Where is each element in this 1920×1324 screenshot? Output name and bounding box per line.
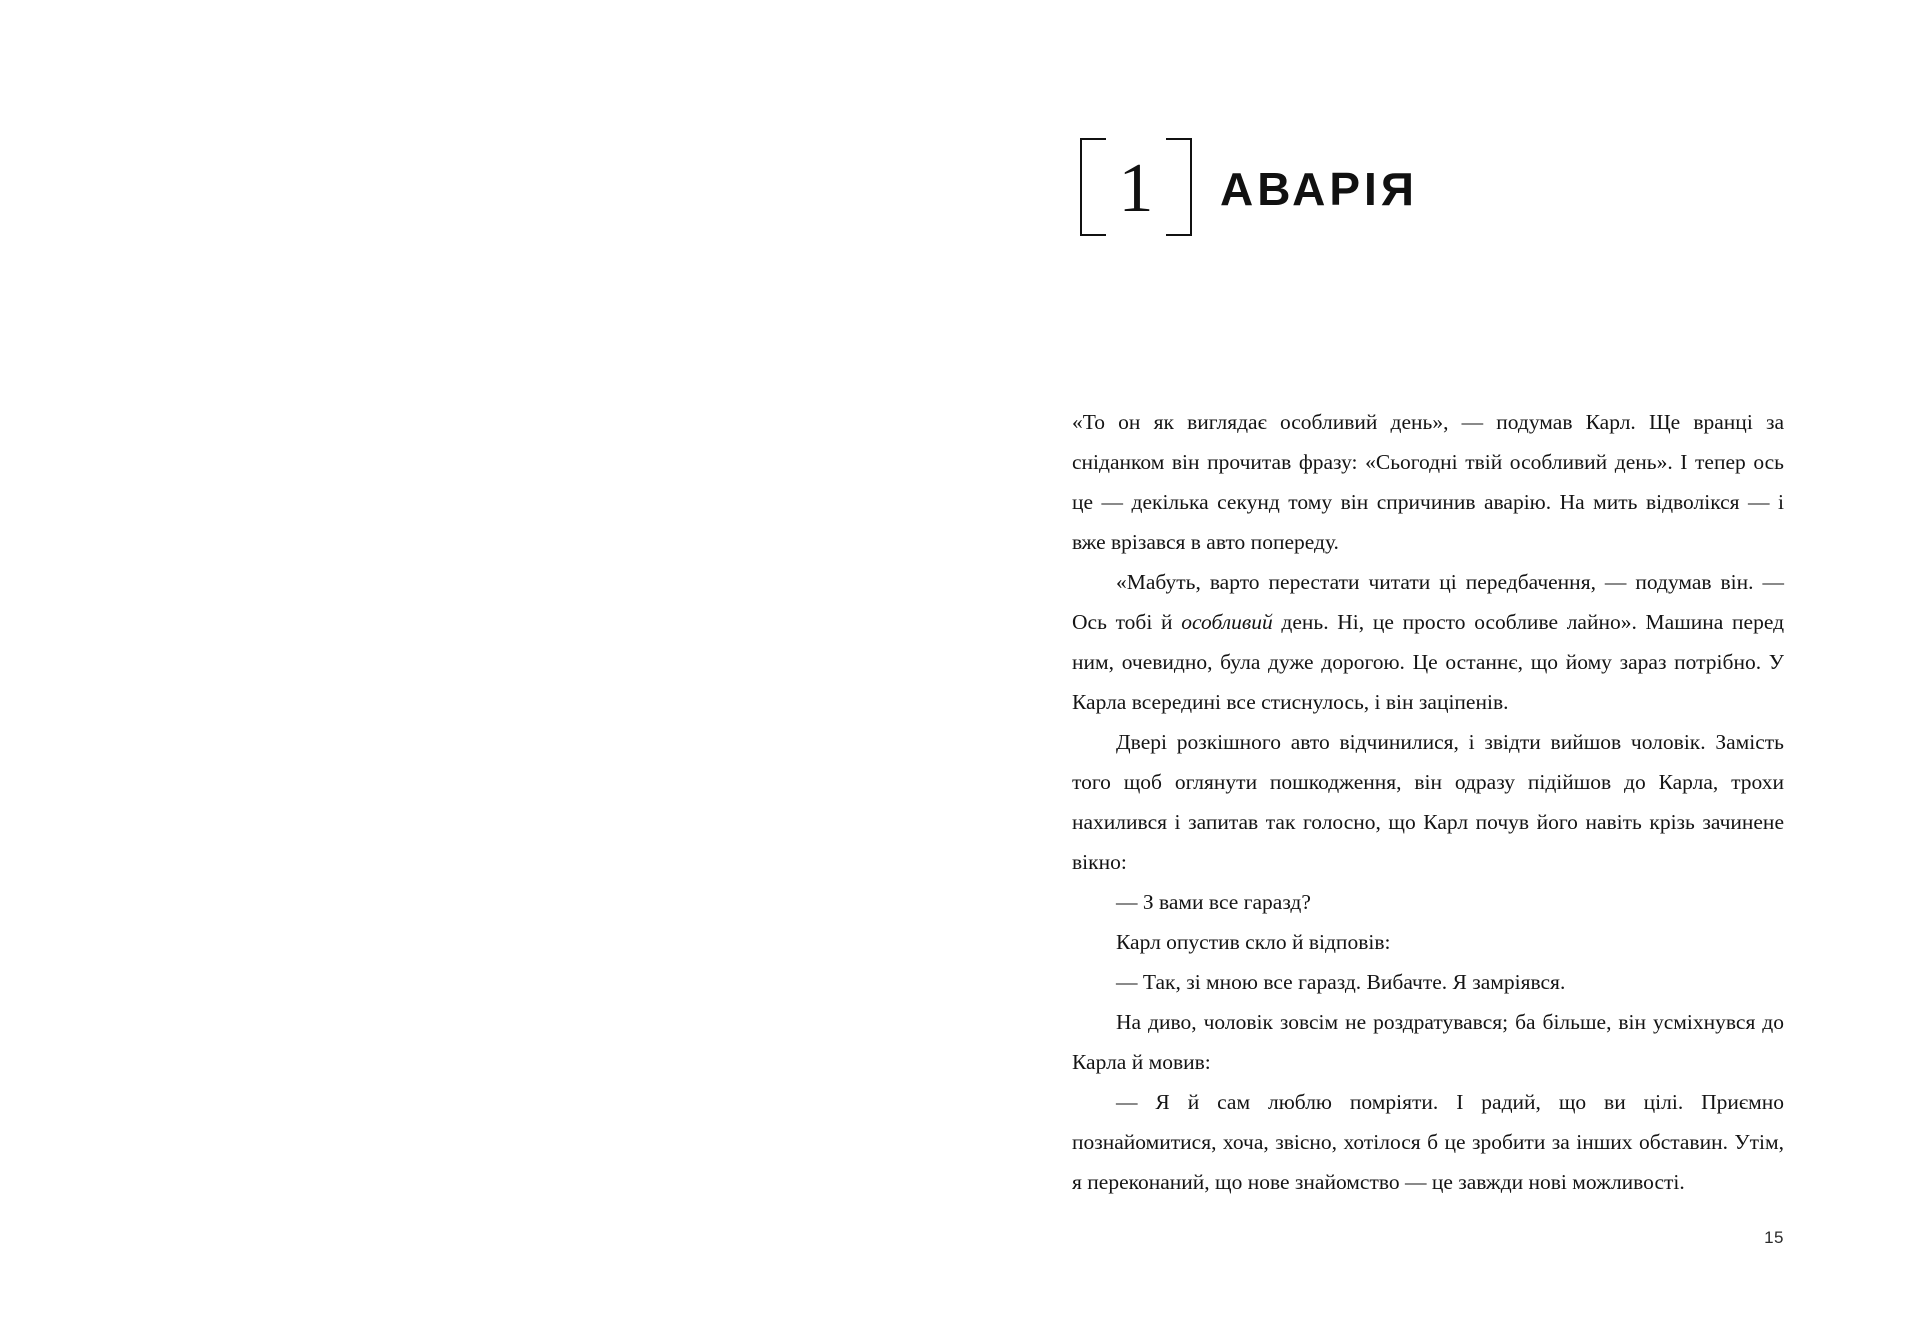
- chapter-header: [1080, 138, 1418, 236]
- bracket-right-icon: [1166, 138, 1192, 236]
- emphasis-text: особливий: [1181, 610, 1273, 634]
- paragraph: Двері розкішного авто відчинилися, і звідти вийшов чоловік. Замість того щоб оглянути пошкодження, він одразу підійшов до Карла, трохи нахилився і запитав так голосно, що Карл почув його навіть крізь зачинене вікно:: [1072, 730, 1784, 874]
- paragraph: «Мабуть, варто перестати читати ці передбачення, — подумав він. — Ось тобі й особливий день. Ні, це просто особливе лайно». Машина перед ним, очевидно, була дуже дорогою. Це останнє, що йому зараз потрібно. У Карла всередині все стиснулось, і він заціпенів.: [1072, 570, 1785, 714]
- paragraph: — Так, зі мною все гаразд. Вибачте. Я замріявся.: [1116, 970, 1566, 994]
- chapter-body: [1072, 402, 1784, 1202]
- bracket-left-icon: [1080, 138, 1106, 236]
- paragraph: «То он як виглядає особливий день», — подумав Карл. Ще вранці за сніданком він прочитав фразу: «Сьогодні твій особливий день». І тепер ось це — декілька секунд тому він спричинив аварію. На мить відволікся — і вже врізався в авто попереду.: [1072, 410, 1784, 554]
- paragraph: — З вами все гаразд?: [1116, 890, 1311, 914]
- chapter-number: 1: [1118, 150, 1154, 227]
- page-number: 15: [1764, 1228, 1784, 1247]
- chapter-title: АВАРІЯ: [1220, 163, 1418, 215]
- paragraph: Карл опустив скло й відповів:: [1116, 930, 1391, 954]
- paragraph: На диво, чоловік зовсім не роздратувався; ба більше, він усміхнувся до Карла й мовив:: [1072, 1010, 1784, 1074]
- chapter-number-badge: [1080, 138, 1192, 236]
- page-right-chapter: [960, 0, 1920, 1324]
- paragraph: — Я й сам люблю помріяти. І радий, що ви цілі. Приємно познайомитися, хоча, звісно, хотілося б це зробити за інших обставин. Утім, я переконаний, що нове знайомство — це завжди нові можливості.: [1072, 1090, 1784, 1194]
